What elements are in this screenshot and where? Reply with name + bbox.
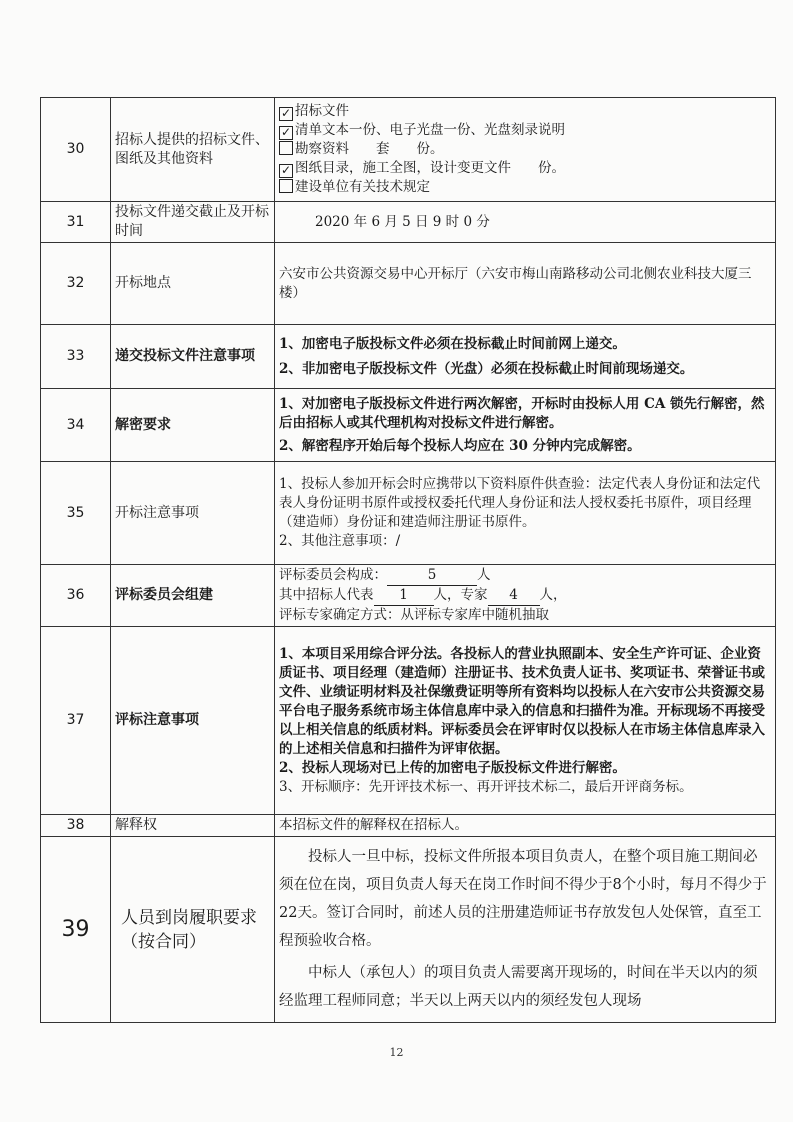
row-content: [275, 325, 776, 389]
checklist-item: ✓ 图纸目录，施工全图，设计变更文件 份。: [280, 160, 565, 177]
content-line: 1、对加密电子版投标文件进行两次解密，开标时由投标人用 CA 锁先行解密，然后由招标人或其代理机构对投标文件进行解密。: [279, 395, 765, 431]
row-number: 36: [41, 565, 111, 627]
table-row: [41, 243, 776, 325]
row-content: [275, 389, 776, 462]
page-number: 12: [389, 1046, 404, 1059]
table-row: [41, 325, 776, 389]
content-paragraph: 投标人一旦中标，投标文件所报本项目负责人，在整个项目施工期间必须在位在岗，项目负责人每天在岗工作时间不得少于8个小时，每月不得少于22天。签订合同时，前述人员的注册建造师证书存放发包人处保管，直至工程预验收合格。: [279, 849, 767, 949]
row-content: 本招标文件的解释权在招标人。: [275, 815, 776, 837]
row-number: 30: [41, 98, 111, 202]
row-item: 开标注意事项: [111, 462, 275, 565]
table-row: [41, 627, 776, 815]
committee-line: 其中招标人代表 1 人，专家 4 人，: [279, 586, 771, 606]
checklist-item: ✓ 清单文本一份、电子光盘一份、光盘刻录说明: [280, 122, 565, 139]
checklist-item: 建设单位有关技术规定: [279, 178, 771, 197]
content-line: 1、本项目采用综合评分法。各投标人的营业执照副本、安全生产许可证、企业资质证书、项目经理（建造师）注册证书、技术负责人证书、奖项证书、荣誉证书或文件、业绩证明材料及社保缴费证明等所有资料均以投标人在六安市公共资源交易平台电子服务系统市场主体信息库中录入的信息和扫描件为准。开标现场不再接受以上相关信息的纸质材料。评标委员会在评审时仅以投标人在市场主体信息库录入的上述相关信息和扫描件为评审依据。: [279, 645, 765, 757]
content-line: 2、解密程序开始后每个投标人均应在 30 分钟内完成解密。: [279, 437, 641, 454]
row-content: [275, 565, 776, 627]
content-line: 3、开标顺序：先开评技术标一、再开评技术标二，最后开评商务标。: [279, 778, 693, 795]
row-content: 2020 年 6 月 5 日 9 时 0 分: [275, 202, 776, 243]
table-row: [41, 565, 776, 627]
row-item: 解密要求: [111, 389, 275, 462]
checklist-item: 勘察资料 套 份。: [279, 140, 771, 159]
row-number: 31: [41, 202, 111, 243]
row-content: [275, 462, 776, 565]
table-row: [41, 837, 776, 1023]
table-row: [41, 389, 776, 462]
row-item: 人员到岗履职要求（按合同）: [111, 837, 275, 1023]
row-content: 六安市公共资源交易中心开标厅（六安市梅山南路移动公司北侧农业科技大厦三楼）: [275, 243, 776, 325]
row-number: 35: [41, 462, 111, 565]
checklist-item: ✓ 招标文件: [280, 103, 349, 120]
row-content: [275, 98, 776, 202]
row-content: [275, 627, 776, 815]
row-item: 解释权: [111, 815, 275, 837]
content-paragraph: 中标人（承包人）的项目负责人需要离开现场的，时间在半天以内的须经监理工程师同意；半天以上两天以内的须经发包人现场: [279, 965, 758, 1009]
checkbox-empty-icon: [279, 141, 293, 155]
row-item: 评标注意事项: [111, 627, 275, 815]
checkbox-checked-icon: ✓: [280, 163, 292, 177]
row-number: 39: [41, 837, 111, 1023]
experts-count: 4: [488, 586, 540, 606]
row-item: 递交投标文件注意事项: [111, 325, 275, 389]
content-line: 1、加密电子版投标文件必须在投标截止时间前网上递交。: [279, 335, 626, 352]
content-line: 2、投标人现场对已上传的加密电子版投标文件进行解密。: [279, 759, 626, 776]
content-line: 1、投标人参加开标会时应携带以下资料原件供查验：法定代表人身份证和法定代表人身份证明书原件或授权委托代理人身份证和法人授权委托书原件，项目经理（建造师）身份证和建造师注册证书原件。: [279, 476, 761, 530]
row-number: 38: [41, 815, 111, 837]
row-item: 投标文件递交截止及开标时间: [111, 202, 275, 243]
row-item: 评标委员会组建: [111, 565, 275, 627]
owner-reps-count: 1: [374, 586, 434, 606]
checkbox-checked-icon: ✓: [280, 125, 292, 139]
row-content: [275, 837, 776, 1023]
row-item: 招标人提供的招标文件、图纸及其他资料: [111, 98, 275, 202]
committee-total: 5: [387, 566, 477, 586]
row-item: 开标地点: [111, 243, 275, 325]
row-number: 34: [41, 389, 111, 462]
row-number: 33: [41, 325, 111, 389]
table-row: [41, 815, 776, 837]
content-line: 2、其他注意事项：/: [279, 533, 401, 549]
checkbox-checked-icon: ✓: [280, 106, 292, 120]
bid-info-table: [40, 97, 776, 1023]
row-number: 37: [41, 627, 111, 815]
table-row: [41, 202, 776, 243]
table-row: [41, 98, 776, 202]
committee-line: 评标专家确定方式：从评标专家库中随机抽取: [279, 607, 549, 623]
table-row: [41, 462, 776, 565]
content-line: 2、非加密电子版投标文件（光盘）必须在投标截止时间前现场递交。: [279, 360, 694, 377]
row-number: 32: [41, 243, 111, 325]
checkbox-empty-icon: [279, 179, 293, 193]
committee-line: 评标委员会构成： 5 人: [279, 566, 771, 586]
